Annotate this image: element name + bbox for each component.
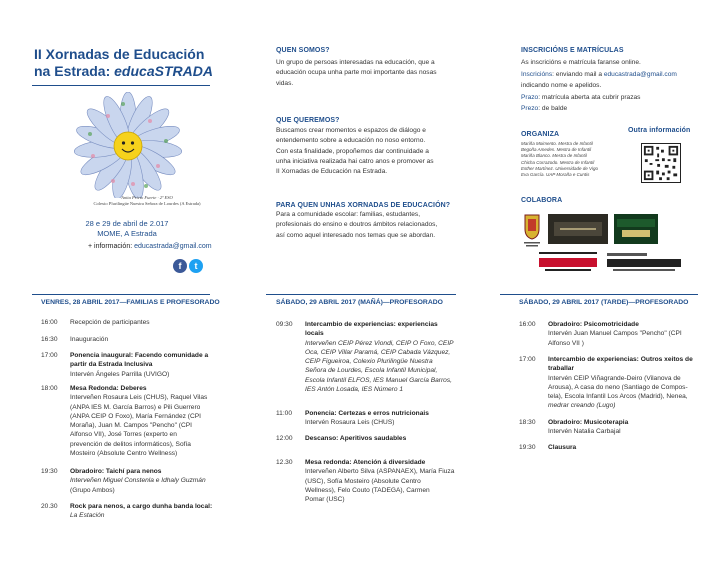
inscricion-label: Inscricións [521, 70, 553, 78]
line: Clausura [548, 444, 577, 451]
day-heading-friday: VENRES, 28 ABRIL 2017—FAMILIAS E PROFESORADO [41, 299, 220, 306]
description [548, 320, 710, 348]
organizer-item: Begoña Amedes. Mestra de Infantil [521, 147, 592, 153]
organizers-list [521, 141, 598, 178]
esmorga-logo-icon [548, 214, 608, 244]
section-para-quen [276, 202, 466, 241]
text-line: profesionais do ensino e doutros ámbitos relacionados, [276, 221, 438, 229]
logo-argentinos [605, 250, 683, 274]
inscricion-email-link[interactable]: educastrada@gmail.com [603, 70, 677, 78]
line: Alfonso VII), José Torres (experto en [70, 431, 177, 439]
line: IES Antón Losada, IES Número 1 [305, 386, 403, 394]
line: Mesa redonda: Atención á diversidade [305, 459, 426, 466]
text-line: vidas. [276, 79, 294, 87]
description [548, 443, 710, 452]
line: Mesa Redonda: Deberes [70, 385, 147, 392]
line: CEIP Figueiroa, Colexio Plurilingüe Nuestra [305, 358, 433, 366]
logo-esmorga [548, 214, 608, 244]
description [70, 335, 108, 344]
line: Obradoiro: Psicomotricidade [548, 321, 639, 328]
line: Obradoiro: Musicoterapia [548, 419, 629, 426]
facebook-icon[interactable]: f [173, 259, 187, 273]
line: Intervén Juan Manuel Campos "Pencho" (CPI [548, 330, 682, 338]
description [70, 318, 150, 327]
time: 09:30 [276, 321, 293, 328]
line: Recepción de participantes [70, 319, 150, 326]
venue-text: MOME, A Estrada [97, 229, 157, 238]
logo-concello [521, 211, 543, 249]
line: prevención de delitos informáticos), Sofía [70, 440, 191, 448]
prazo-text: : matrícula aberta ata cubrir prazas [538, 93, 641, 101]
event-dates [83, 219, 171, 239]
time: 17:00 [519, 356, 536, 363]
section-organiza [521, 131, 598, 178]
prezo-line [521, 103, 701, 115]
mimicines-logo-icon [537, 250, 599, 274]
colabora-heading: COLABORA [521, 197, 563, 204]
section-heading: ORGANIZA [521, 131, 560, 138]
line: Mosteiro (Absolute Centro Wellness) [70, 450, 178, 458]
info-label: + información: [88, 243, 135, 250]
line: Escola Infantil ELFOS, IES Manuel García Barros, [305, 376, 452, 384]
text-line: Buscamos crear momentos e espazos de diálogo e [276, 127, 426, 134]
line: Intervén Ángeles Parrilla (UVIGO) [70, 370, 170, 378]
line: Moraña), Juan M. Campos "Pencho" (CPI [70, 422, 192, 430]
line: (ANPA IES M. García Barros) e Pili Guerrero [70, 403, 201, 411]
divider [32, 294, 210, 295]
description [548, 418, 710, 437]
prezo-label: Prezo [521, 105, 539, 112]
time: 12:00 [276, 435, 293, 442]
section-inscricions [521, 47, 701, 115]
description [70, 351, 230, 379]
text-line: Un grupo de persoas interesadas na educación, que a [276, 59, 435, 66]
line: Intercambio de experiencias: experiencias [305, 321, 438, 328]
description [305, 434, 477, 443]
dates-text: 28 e 29 de abril de 2.017 [85, 219, 169, 228]
line: tela), Escola Infantil Los Arcos (Madrid), Nenea, [548, 393, 688, 401]
logo-estrela [614, 214, 658, 244]
text-line: educación ocupa unha parte moi importante das nosas [276, 69, 437, 77]
line: Interveñen Miguel Constenla e Idhaly Guzmán [70, 477, 206, 485]
time: 18:30 [519, 419, 536, 426]
day-heading-saturday-afternoon: SÁBADO, 29 ABRIL 2017 (TARDE)—PROFESORADO [519, 299, 689, 306]
line: (ANPA CEIP O Foxo), María Fernández (CPI [70, 412, 201, 420]
organizer-item: Mariña Moimento. Mestra de Infantil [521, 141, 593, 146]
time: 20.30 [41, 503, 58, 510]
section-body [276, 58, 451, 89]
info-email-link[interactable]: educastrada@gmail.com [134, 243, 212, 250]
time: 16:00 [41, 319, 58, 326]
more-info-label: Outra información [628, 127, 691, 134]
prazo-label: Prazo [521, 93, 539, 101]
caption-author: Anita Prieto Fuerte · 2º ESO [121, 195, 173, 200]
time: 12.30 [276, 459, 293, 466]
line: Intervén Natalia Carbajal [548, 428, 621, 436]
line: Obradoiro: Taichí para nenos [70, 468, 162, 475]
section-que-queremos [276, 117, 451, 177]
line: Oca, CEIP Villar Paramá, CEIP Cabada Vázquez, [305, 348, 451, 356]
qr-code-icon[interactable] [641, 143, 681, 183]
line: Interveñen Alberto Silva (ASPANAEX), María Fiuza [305, 468, 455, 476]
text-line: así como aquel interesado nos temas que se abordan. [276, 231, 436, 239]
line: Rock para nenos, a cargo dunha banda local: [70, 503, 213, 510]
line: medrar creando (Lugo) [548, 402, 616, 410]
line: partir da Estrada Inclusiva [70, 361, 153, 369]
argentinos-logo-icon [605, 250, 683, 274]
section-heading: QUEN SOMOS? [276, 47, 330, 54]
line: Intercambio de experiencias: Outros xeitos de [548, 356, 693, 363]
title-emphasis: educaSTRADA [114, 63, 213, 79]
description [70, 467, 230, 495]
time: 16:30 [41, 336, 58, 343]
line: Alfonso VII ) [548, 339, 584, 347]
section-body [276, 210, 466, 241]
image-caption [92, 195, 202, 206]
line: traballar [548, 365, 575, 373]
section-heading: PARA QUEN UNHAS XORNADAS DE EDUCACIÓN? [276, 202, 451, 209]
time: 11:00 [276, 410, 293, 417]
flower-illustration [70, 92, 190, 198]
section-quen-somos [276, 47, 451, 89]
description [305, 320, 477, 394]
section-heading: INSCRICIÓNS E MATRÍCULAS [521, 47, 624, 54]
description [70, 384, 230, 458]
time: 16:00 [519, 321, 536, 328]
title-line-2 [34, 63, 234, 80]
description [548, 355, 710, 411]
line: Inauguración [70, 336, 109, 343]
time: 19:30 [519, 444, 536, 451]
caption-school: Colexio Plurilingüe Nuestra Señora de Lourdes (A Estrada) [93, 200, 201, 206]
text-line: II Xornadas de Educación na Estrada. [276, 168, 388, 176]
inscricion-line [521, 69, 701, 81]
text-line: Con esta finalidade, propoñemos dar continuidade a [276, 147, 429, 155]
text-line: indicando nome e apelidos. [521, 82, 602, 89]
section-body [276, 126, 451, 177]
concello-crest-icon [521, 211, 543, 249]
title-rule [32, 85, 210, 86]
title-line-1: II Xornadas de Educación [34, 46, 205, 62]
logo-mimicines [537, 250, 599, 274]
text-line: entendemento sobre a educación no noso entorno. [276, 137, 426, 145]
line: Arousa), A casa do neno (Santiago de Compos- [548, 383, 688, 391]
line: Wellness), Felo Couto (TADEGA), Carmen [305, 486, 430, 494]
line: Pomar (USC) [305, 496, 345, 504]
line: Intervén CEIP Viñagrande-Deiro (Vilanova de [548, 374, 681, 382]
info-line [88, 243, 212, 250]
line: locais [305, 330, 324, 338]
social-links [173, 256, 205, 274]
line: Interveñen Rosaura Leis (CHUS), Raquel Vilas [70, 394, 208, 402]
line: Ponencia: Certezas e erros nutricionais [305, 410, 429, 417]
inscricion-text: : enviando mail a [552, 70, 604, 78]
twitter-icon[interactable]: t [189, 259, 203, 273]
time: 19:30 [41, 468, 58, 475]
organizer-item: Chicha Corrazodo. Mestra de Infantil [521, 159, 595, 165]
line: (Grupo Ambos) [70, 486, 115, 494]
organizer-item: Mariña Blanco. Mestra de Infantil [521, 153, 587, 159]
description [305, 409, 477, 428]
text-line: As inscricións e matrícula faranse online. [521, 59, 641, 66]
line: La Estación [70, 512, 105, 520]
description [70, 502, 230, 521]
section-heading: QUE QUEREMOS? [276, 117, 340, 124]
line: Señora de Lourdes, Escola Infantil Municipal, [305, 367, 438, 375]
title-prefix: na Estrada: [34, 63, 115, 79]
prazo-line [521, 92, 701, 104]
line: Ponencia inaugural: Facendo comunidade a [70, 352, 209, 359]
time: 18:00 [41, 385, 58, 392]
estrela-logo-icon [614, 214, 658, 244]
divider [500, 294, 698, 295]
line: Intervén Rosaura Leis (CHUS) [305, 419, 395, 427]
line: (USC), Sofía Mosteiro (Absolute Centro [305, 477, 421, 485]
time: 17:00 [41, 352, 58, 359]
text-line: unha iniciativa realizada hai catro anos e promover as [276, 157, 434, 165]
line: Interveñen CEIP Pérez Viondi, CEIP O Foxo, CEIP [305, 339, 454, 347]
section-body [521, 57, 701, 115]
line: Descanso: Aperitivos saudables [305, 435, 407, 442]
description [305, 458, 477, 504]
prezo-text: : de balde [538, 105, 568, 112]
divider [266, 294, 456, 295]
organizer-item: Eva García. UAP Moraña e Cuntis [521, 172, 590, 178]
organizer-item: Esther Martínez. Universidade de Vigo [521, 165, 598, 171]
text-line: Para a comunidade escolar: familias, estudantes, [276, 211, 421, 218]
page-title [34, 46, 234, 80]
day-heading-saturday-morning: SÁBADO, 29 ABRIL 2017 (MAÑÁ)—PROFESORADO [276, 299, 443, 306]
